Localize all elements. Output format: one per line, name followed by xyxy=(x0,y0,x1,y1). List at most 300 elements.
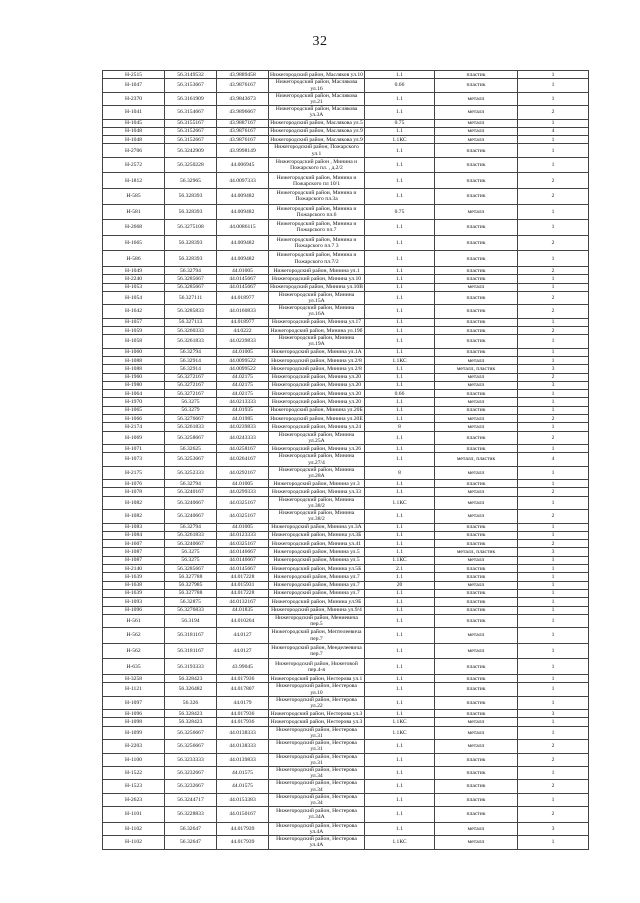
volume-cell: 1.1 xyxy=(365,488,435,496)
table-row xyxy=(103,753,589,766)
latitude-cell: 56.326 xyxy=(165,696,217,709)
table-row xyxy=(103,793,589,806)
latitude-cell: 56.3240667 xyxy=(165,540,217,548)
address-cell: Нижегородский район, Минина ул.25А xyxy=(269,431,365,444)
volume-cell: 20 xyxy=(365,581,435,589)
longitude-cell: 44.0239833 xyxy=(217,423,269,431)
row-id-cell: Н-1100 xyxy=(103,753,165,766)
latitude-cell: 56.3261833 xyxy=(165,423,217,431)
address-cell: Нижегородский район, Минина и Пожарского пл.3а xyxy=(269,189,365,205)
address-cell: Нижегородский район, Минина ул.17 xyxy=(269,318,365,326)
material-cell: пластик xyxy=(435,480,518,488)
volume-cell: 1.1 xyxy=(365,398,435,406)
longitude-cell: 43.9876167 xyxy=(217,127,269,135)
address-cell: Нижегородский район, Маслякова ул.21 xyxy=(269,92,365,105)
row-id-cell: Н-1970 xyxy=(103,398,165,406)
table-row xyxy=(103,659,589,675)
address-cell: Нижегородский район, Минина ул.16А xyxy=(269,305,365,318)
count-cell: 2 xyxy=(518,510,589,523)
count-cell: 1 xyxy=(518,220,589,236)
volume-cell: 1.1 xyxy=(365,696,435,709)
latitude-cell: 56.328423 xyxy=(165,710,217,718)
longitude-cell: 44.01835 xyxy=(217,606,269,614)
longitude-cell: 44.017939 xyxy=(217,836,269,849)
latitude-cell: 56.3228833 xyxy=(165,807,217,823)
longitude-cell: 44.0138333 xyxy=(217,726,269,739)
volume-cell: 1.1 xyxy=(365,157,435,173)
count-cell: 3 xyxy=(518,822,589,835)
latitude-cell: 56.328423 xyxy=(165,675,217,683)
longitude-cell: 44.0132167 xyxy=(217,598,269,606)
address-cell: Нижегородский район, Минина ул.27/4 xyxy=(269,453,365,466)
longitude-cell: 43.9887167 xyxy=(217,119,269,127)
volume-cell: 1.1 xyxy=(365,291,435,304)
material-cell: металл xyxy=(435,381,518,389)
longitude-cell: 44.0146667 xyxy=(217,556,269,564)
table-row xyxy=(103,453,589,466)
longitude-cell: 44.0292167 xyxy=(217,466,269,479)
row-id-cell: Н-2515 xyxy=(103,71,165,79)
latitude-cell: 56.3152667 xyxy=(165,136,217,144)
latitude-cell: 56.32794 xyxy=(165,348,217,356)
material-cell: металл xyxy=(435,718,518,726)
volume-cell: 1.1 xyxy=(365,220,435,236)
count-cell: 1 xyxy=(518,556,589,564)
volume-cell: 1.1 xyxy=(365,189,435,205)
row-id-cell: Н-1088 xyxy=(103,356,165,364)
row-id-cell: Н-1057 xyxy=(103,318,165,326)
count-cell: 2 xyxy=(518,173,589,189)
table-row xyxy=(103,510,589,523)
count-cell: 1 xyxy=(518,445,589,453)
registry-table-body xyxy=(103,71,589,850)
volume-cell: 0.66 xyxy=(365,79,435,92)
table-row xyxy=(103,565,589,573)
address-cell: Нижегородский район, Нестерова ул.3 xyxy=(269,710,365,718)
count-cell: 1 xyxy=(518,71,589,79)
table-row xyxy=(103,157,589,173)
table-row xyxy=(103,589,589,597)
count-cell: 1 xyxy=(518,275,589,283)
address-cell: Нижегородский район, Минина ул.20 xyxy=(269,373,365,381)
count-cell: 2 xyxy=(518,780,589,793)
row-id-cell: Н-1087 xyxy=(103,548,165,556)
material-cell: пластик xyxy=(435,79,518,92)
table-row xyxy=(103,683,589,696)
address-cell: Нижегородский район, Минина ул.41 xyxy=(269,540,365,548)
material-cell: пластик xyxy=(435,710,518,718)
latitude-cell: 56.3285667 xyxy=(165,275,217,283)
latitude-cell: 56.3161909 xyxy=(165,92,217,105)
longitude-cell: 44.0243333 xyxy=(217,431,269,444)
table-row xyxy=(103,466,589,479)
longitude-cell: 44.0179 xyxy=(217,696,269,709)
volume-cell: 1.1 xyxy=(365,106,435,119)
page-number: 32 xyxy=(312,34,328,49)
latitude-cell: 56.3250228 xyxy=(165,157,217,173)
longitude-cell: 44.0145667 xyxy=(217,283,269,291)
material-cell: пластик xyxy=(435,220,518,236)
table-row xyxy=(103,144,589,157)
volume-cell: 1.1 xyxy=(365,710,435,718)
row-id-cell: Н-1041 xyxy=(103,106,165,119)
count-cell: 1 xyxy=(518,204,589,220)
address-cell: Нижегородский район, Минина ул.19б xyxy=(270,327,363,334)
table-row xyxy=(103,390,589,398)
material-cell: пластик xyxy=(435,598,518,606)
material-cell: пластик xyxy=(435,696,518,709)
latitude-cell: 56.3272167 xyxy=(165,390,217,398)
volume-cell: 1.1 xyxy=(365,589,435,597)
address-cell: Нижегородский район, Менделеевича пер.7 xyxy=(269,643,365,659)
address-cell: Нижегородский район, Минина ул.26 xyxy=(269,445,365,453)
longitude-cell: 43.9896667 xyxy=(217,106,269,119)
volume-cell: 1.1КС xyxy=(365,356,435,364)
material-cell: металл xyxy=(435,556,518,564)
latitude-cell: 56.328393 xyxy=(165,189,217,205)
material-cell: металл xyxy=(435,415,518,423)
table-row xyxy=(103,92,589,105)
address-cell: Нижегородский район, Нестерова ул.4А xyxy=(269,822,365,835)
volume-cell: 1.1 xyxy=(365,335,435,348)
latitude-cell: 56.3285667 xyxy=(165,283,217,291)
material-cell: металл, пластик xyxy=(435,548,518,556)
latitude-cell: 56.3256667 xyxy=(165,726,217,739)
address-cell: Нижегородский район, Минина ул.7 xyxy=(269,573,365,581)
latitude-cell: 56.3275 xyxy=(165,556,217,564)
address-cell: Нижегородский район, Масляков ул.10 xyxy=(270,71,363,78)
address-cell: Нижегородский район, Минина ул.3Б xyxy=(269,531,365,539)
address-cell: Нижегородский район, Маслякова ул.9 xyxy=(270,136,363,143)
material-cell: пластик xyxy=(435,71,518,79)
count-cell: 4 xyxy=(518,127,589,135)
material-cell: пластик xyxy=(435,780,518,793)
longitude-cell: 44.0160833 xyxy=(217,305,269,318)
address-cell: Нижегородский район, Минина ул.1 xyxy=(269,266,365,274)
row-id-cell: Н-1053 xyxy=(103,283,165,291)
count-cell: 1 xyxy=(518,573,589,581)
count-cell: 1 xyxy=(518,496,589,509)
latitude-cell: 56.3153667 xyxy=(165,79,217,92)
row-id-cell: Н-1097 xyxy=(103,696,165,709)
longitude-cell: 44.009482 xyxy=(217,251,269,267)
table-row xyxy=(103,423,589,431)
table-row xyxy=(103,531,589,539)
row-id-cell: Н-1058 xyxy=(103,335,165,348)
address-cell: Нижегородский район, Маслякова ул.3А xyxy=(269,106,365,119)
table-row xyxy=(103,540,589,548)
longitude-cell: 44.0325167 xyxy=(217,540,269,548)
row-id-cell: Н-1088 xyxy=(103,365,165,373)
longitude-cell: 44.017936 xyxy=(217,718,269,726)
row-id-cell: Н-1102 xyxy=(103,822,165,835)
volume-cell: 1.1 xyxy=(365,348,435,356)
table-row xyxy=(103,406,589,414)
latitude-cell: 56.3279 xyxy=(165,406,217,414)
material-cell: пластик xyxy=(435,431,518,444)
material-cell: металл xyxy=(435,628,518,644)
material-cell: пластик xyxy=(435,266,518,274)
count-cell: 1 xyxy=(518,398,589,406)
table-row xyxy=(103,335,589,348)
material-cell: пластик xyxy=(435,305,518,318)
row-id-cell: Н-1048 xyxy=(103,136,165,144)
table-row xyxy=(103,127,589,135)
address-cell: Нижегородский район, Минина и Пожарского пл.6 xyxy=(269,204,365,220)
table-row xyxy=(103,523,589,531)
latitude-cell: 56.327788 xyxy=(165,573,217,581)
volume-cell: 1.1КС xyxy=(365,836,435,849)
latitude-cell: 56.32794 xyxy=(165,266,217,274)
address-cell: Нижегородский район, Нестерова ул.31 xyxy=(269,740,365,753)
longitude-cell: 44.0146667 xyxy=(217,548,269,556)
count-cell: 1 xyxy=(518,718,589,726)
count-cell: 3 xyxy=(518,710,589,718)
material-cell: пластик xyxy=(435,523,518,531)
latitude-cell: 56.3155167 xyxy=(165,119,217,127)
address-cell: Нижегородский район, Минина ул.20 xyxy=(269,390,365,398)
address-cell: Нижегородский район, Минина ул.7 xyxy=(269,581,365,589)
latitude-cell: 56.3261833 xyxy=(165,335,217,348)
material-cell: пластик xyxy=(435,606,518,614)
longitude-cell: 44.018977 xyxy=(217,291,269,304)
material-cell: пластик xyxy=(435,173,518,189)
container-registry-table xyxy=(102,70,589,850)
volume-cell: 1.1 xyxy=(365,235,435,251)
count-cell: 1 xyxy=(518,523,589,531)
volume-cell: 1.1 xyxy=(365,318,435,326)
count-cell: 2 xyxy=(518,431,589,444)
table-row xyxy=(103,445,589,453)
row-id-cell: Н-1073 xyxy=(103,453,165,466)
row-id-cell: Н-1065 xyxy=(103,406,165,414)
latitude-cell: 56.327111 xyxy=(165,291,217,304)
volume-cell: 8 xyxy=(365,466,435,479)
volume-cell: 1.1КС xyxy=(365,496,435,509)
address-cell: Нижегородский район, Минина ул.7 xyxy=(269,589,365,597)
longitude-cell: 44.02175 xyxy=(217,373,269,381)
row-id-cell: Н-2175 xyxy=(103,466,165,479)
longitude-cell: 44.017936 xyxy=(217,710,269,718)
row-id-cell: Н-2668 xyxy=(103,220,165,236)
latitude-cell: 56.3232667 xyxy=(165,766,217,779)
count-cell: 2 xyxy=(518,266,589,274)
address-cell: Нижегородский район, Минина ул.3 xyxy=(269,480,365,488)
longitude-cell: 43.9843673 xyxy=(217,92,269,105)
material-cell: пластик xyxy=(435,531,518,539)
volume-cell: 1.1 xyxy=(365,510,435,523)
longitude-cell: 44.006945 xyxy=(217,157,269,173)
volume-cell: 1.1 xyxy=(365,675,435,683)
longitude-cell: 44.01005 xyxy=(217,266,269,274)
latitude-cell: 56.327113 xyxy=(165,318,217,326)
material-cell: металл xyxy=(435,373,518,381)
table-row xyxy=(103,318,589,326)
address-cell: Нижегородский район, Нестерова ул.4А xyxy=(269,836,365,849)
latitude-cell: 56.3275 xyxy=(165,398,217,406)
longitude-cell: 44.01935 xyxy=(217,406,269,414)
material-cell: пластик xyxy=(435,614,518,627)
row-id-cell: Н-1639 xyxy=(103,589,165,597)
row-id-cell: Н-1045 xyxy=(103,119,165,127)
material-cell: пластик xyxy=(435,291,518,304)
longitude-cell: 44.017228 xyxy=(217,589,269,597)
latitude-cell: 56.3240667 xyxy=(165,496,217,509)
table-row xyxy=(103,204,589,220)
count-cell: 1 xyxy=(518,480,589,488)
material-cell: металл xyxy=(435,92,518,105)
count-cell: 1 xyxy=(518,390,589,398)
longitude-cell: 43.9876167 xyxy=(217,136,269,144)
count-cell: 1 xyxy=(518,659,589,675)
row-id-cell: Н-1087 xyxy=(103,556,165,564)
table-row xyxy=(103,283,589,291)
address-cell: Нижегородский район, Минина ул.20Б xyxy=(270,407,363,414)
row-id-cell: Н-1096 xyxy=(103,606,165,614)
material-cell: пластик xyxy=(435,318,518,326)
material-cell: пластик xyxy=(435,326,518,334)
longitude-cell: 44.0099522 xyxy=(217,356,269,364)
latitude-cell: 56.3272167 xyxy=(165,381,217,389)
table-row xyxy=(103,266,589,274)
material-cell: пластик xyxy=(435,275,518,283)
material-cell: пластик xyxy=(435,793,518,806)
latitude-cell: 56.3240167 xyxy=(165,488,217,496)
table-row xyxy=(103,220,589,236)
address-cell: Нижегородский район , Минина и Пожарского пл. , д.2/2 xyxy=(269,157,365,173)
row-id-cell: Н-1607 xyxy=(103,540,165,548)
count-cell: 2 xyxy=(518,488,589,496)
address-cell: Нижегородский район, Нестерова ул.34А xyxy=(269,807,365,823)
address-cell: Нижегородский район, Минина ул.3А xyxy=(269,523,365,531)
count-cell: 1 xyxy=(518,356,589,364)
count-cell: 1 xyxy=(518,793,589,806)
longitude-cell: 44.009482 xyxy=(217,235,269,251)
material-cell: пластик xyxy=(435,675,518,683)
longitude-cell: 43.99045 xyxy=(217,659,269,675)
longitude-cell: 44.01575 xyxy=(217,766,269,779)
material-cell: металл xyxy=(435,398,518,406)
material-cell: металл xyxy=(435,356,518,364)
longitude-cell: 44.0150167 xyxy=(217,807,269,823)
table-row xyxy=(103,780,589,793)
longitude-cell: 44.0213333 xyxy=(217,398,269,406)
table-row xyxy=(103,718,589,726)
material-cell: металл xyxy=(435,127,518,135)
address-cell: Нижегородский район, Минина ул.19А xyxy=(269,335,365,348)
count-cell: 2 xyxy=(518,740,589,753)
count-cell: 1 xyxy=(518,406,589,414)
latitude-cell: 56.3181167 xyxy=(165,628,217,644)
volume-cell: 8 xyxy=(365,423,435,431)
material-cell: пластик xyxy=(435,540,518,548)
address-cell: Нижегородский район, Пожарского ул.1 xyxy=(269,144,365,157)
volume-cell: 1.1 xyxy=(365,275,435,283)
address-cell: Нижегородский район, Минина ул.33 xyxy=(269,488,365,496)
table-row xyxy=(103,79,589,92)
latitude-cell: 56.32794 xyxy=(165,523,217,531)
table-row xyxy=(103,614,589,627)
table-row xyxy=(103,291,589,304)
row-id-cell: Н-1054 xyxy=(103,291,165,304)
address-cell: Нижегородский район, Минина ул.38/2 xyxy=(269,496,365,509)
address-cell: Нижегородский район, Минина и Пожарского пл.7 xyxy=(269,220,365,236)
table-row xyxy=(103,488,589,496)
latitude-cell: 56.328393 xyxy=(165,251,217,267)
longitude-cell: 44.01005 xyxy=(217,348,269,356)
latitude-cell: 56.328393 xyxy=(165,204,217,220)
count-cell: 4 xyxy=(518,453,589,466)
address-cell: Нижегородский район, Минина ул.24 xyxy=(269,423,365,431)
row-id-cell: Н-1076 xyxy=(103,480,165,488)
volume-cell: 1.1КС xyxy=(365,726,435,739)
latitude-cell: 56.3253667 xyxy=(165,453,217,466)
row-id-cell: Н-562 xyxy=(103,643,165,659)
row-id-cell: Н-2572 xyxy=(103,157,165,173)
table-row xyxy=(103,348,589,356)
row-id-cell: Н-1522 xyxy=(103,766,165,779)
material-cell: металл, пластик xyxy=(435,365,518,373)
count-cell: 1 xyxy=(518,683,589,696)
row-id-cell: Н-1059 xyxy=(103,326,165,334)
table-row xyxy=(103,675,589,683)
row-id-cell: Н-1642 xyxy=(103,305,165,318)
volume-cell: 1.1КС xyxy=(365,718,435,726)
count-cell: 2 xyxy=(518,753,589,766)
longitude-cell: 44.01985 xyxy=(217,415,269,423)
volume-cell: 1.1 xyxy=(365,326,435,334)
row-id-cell: Н-2706 xyxy=(103,144,165,157)
count-cell: 1 xyxy=(518,136,589,144)
address-cell: Нижегородский район, Минина ул.5 xyxy=(269,548,365,556)
latitude-cell: 56.326482 xyxy=(165,683,217,696)
latitude-cell: 56.3272167 xyxy=(165,373,217,381)
count-cell: 1 xyxy=(518,318,589,326)
material-cell: пластик xyxy=(435,335,518,348)
address-cell: Нижегородский район, Минина ул.5 xyxy=(269,556,365,564)
table-row xyxy=(103,822,589,835)
volume-cell: 1.1 xyxy=(365,173,435,189)
table-row xyxy=(103,381,589,389)
volume-cell: 1.1 xyxy=(365,807,435,823)
count-cell: 1 xyxy=(518,144,589,157)
table-row xyxy=(103,173,589,189)
table-row xyxy=(103,275,589,283)
count-cell: 2 xyxy=(518,415,589,423)
material-cell: металл xyxy=(435,204,518,220)
table-row xyxy=(103,431,589,444)
row-id-cell: Н-1980 xyxy=(103,381,165,389)
row-id-cell: Н-1960 xyxy=(103,373,165,381)
longitude-cell: 44.0153383 xyxy=(217,793,269,806)
volume-cell: 2.1 xyxy=(365,565,435,573)
row-id-cell: Н-1083 xyxy=(103,523,165,531)
address-cell: Нижегородский район, Минина и Пожарского пл.7 3 xyxy=(269,235,365,251)
table-row xyxy=(103,365,589,373)
volume-cell: 0.75 xyxy=(365,204,435,220)
latitude-cell: 56.3275 xyxy=(165,548,217,556)
volume-cell: 1.1 xyxy=(365,573,435,581)
count-cell: 3 xyxy=(518,365,589,373)
address-cell: Нижегородский район, Минина ул.10 xyxy=(269,275,365,283)
volume-cell: 0.75 xyxy=(365,119,435,127)
address-cell: Нижегородский район, Нестерова ул.34 xyxy=(269,793,365,806)
row-id-cell: Н-585 xyxy=(103,189,165,205)
latitude-cell: 56.3244717 xyxy=(165,793,217,806)
material-cell: пластик xyxy=(435,445,518,453)
count-cell: 1 xyxy=(518,283,589,291)
address-cell: Нижегородский район, Мениевича пер.5 xyxy=(269,614,365,627)
